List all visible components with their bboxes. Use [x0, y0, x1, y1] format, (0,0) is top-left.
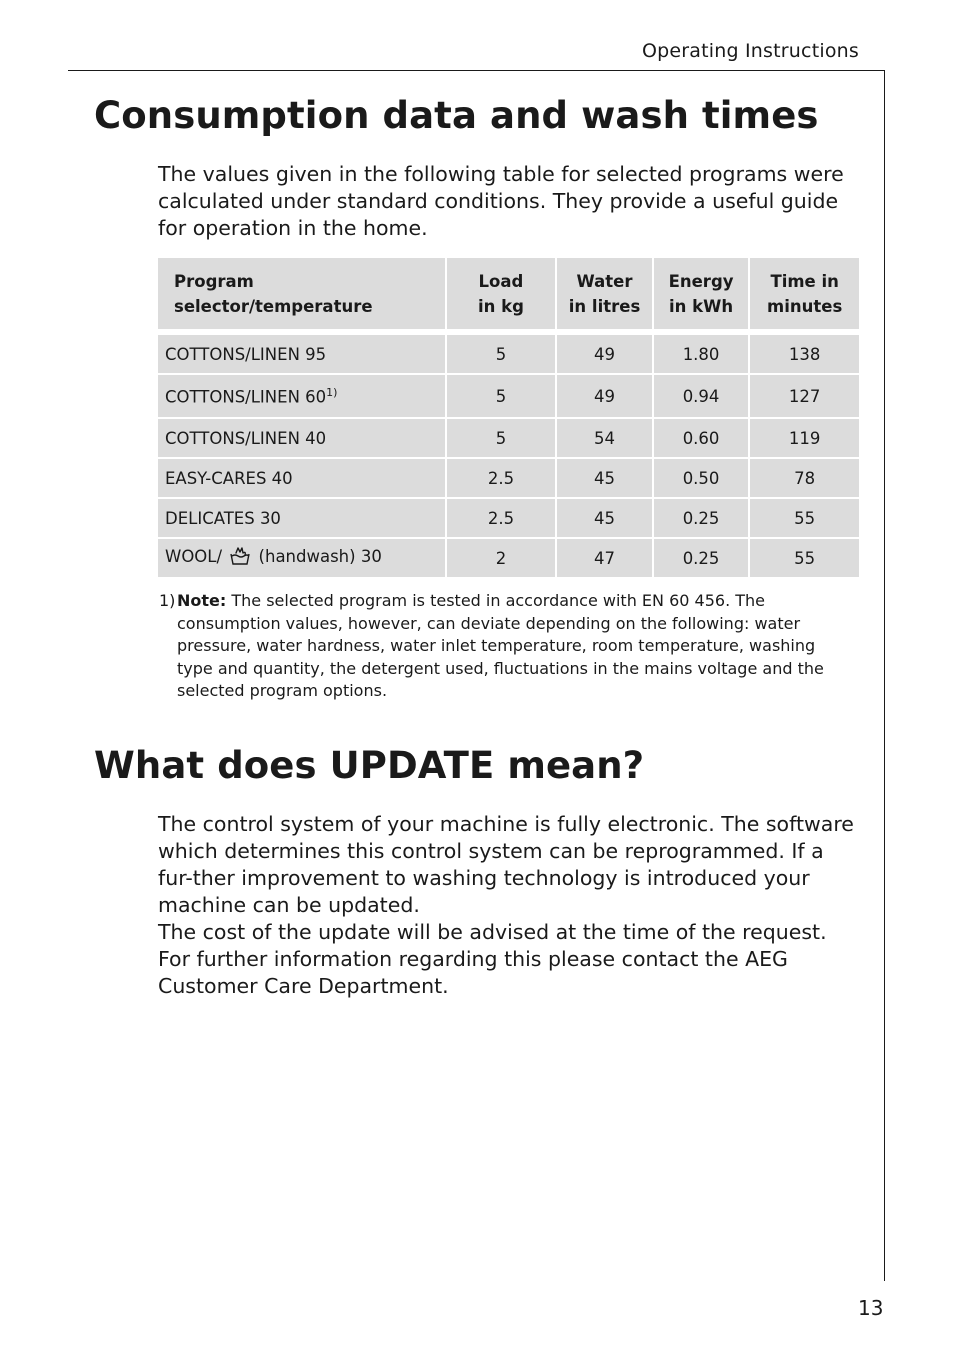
table-header-row [158, 258, 859, 329]
cell-program: DELICATES 30 [158, 499, 445, 537]
cell-time: 127 [750, 375, 859, 417]
header-time [750, 258, 859, 329]
cell-time: 138 [750, 335, 859, 373]
table-row [158, 459, 859, 497]
table-row [158, 375, 859, 417]
cell-load: 5 [447, 335, 556, 373]
table-row [158, 335, 859, 373]
cell-water: 45 [557, 459, 652, 497]
cell-energy: 0.50 [654, 459, 749, 497]
cell-time: 119 [750, 419, 859, 457]
cell-energy: 0.25 [654, 539, 749, 577]
cell-load: 2.5 [447, 499, 556, 537]
table-row [158, 419, 859, 457]
cell-water: 45 [557, 499, 652, 537]
consumption-table [156, 256, 861, 579]
header-load [447, 258, 556, 329]
cell-time: 78 [750, 459, 859, 497]
section-title-update: What does UPDATE mean? [94, 744, 645, 787]
page-number: 13 [858, 1296, 884, 1320]
cell-program: EASY-CARES 40 [158, 459, 445, 497]
update-paragraph-1: The control system of your machine is fully electronic. The software which determines this control system can be reprogrammed. If a fur-ther improvement to washing technology is introduced your machine can be updated. [158, 812, 854, 917]
cell-program-prefix: WOOL/ [165, 547, 223, 566]
table-row [158, 539, 859, 577]
section-title-consumption: Consumption data and wash times [94, 94, 819, 137]
footnote-label: Note: [177, 591, 227, 610]
cell-load: 2 [447, 539, 556, 577]
cell-energy: 0.94 [654, 375, 749, 417]
cell-program-text: COTTONS/LINEN 60 [165, 387, 327, 407]
footnote-reference: 1) [326, 385, 338, 399]
cell-load: 5 [447, 375, 556, 417]
header-program: Program selector/temperature [158, 258, 445, 329]
cell-energy: 1.80 [654, 335, 749, 373]
cell-water: 54 [557, 419, 652, 457]
running-header: Operating Instructions [641, 40, 859, 62]
header-rule [68, 70, 885, 71]
header-water-line1: Water [576, 271, 633, 291]
cell-program-suffix: (handwash) 30 [258, 547, 382, 566]
header-time-line1: Time in [770, 271, 839, 291]
footnote [159, 590, 849, 703]
update-text [158, 811, 858, 1000]
table-row [158, 499, 859, 537]
header-water-line2: in litres [568, 296, 641, 316]
header-time-line2: minutes [767, 296, 843, 316]
header-energy [654, 258, 749, 329]
cell-program [158, 375, 445, 417]
cell-energy: 0.60 [654, 419, 749, 457]
cell-water: 47 [557, 539, 652, 577]
cell-energy: 0.25 [654, 499, 749, 537]
header-spacer [158, 331, 859, 333]
header-water [557, 258, 652, 329]
cell-time: 55 [750, 539, 859, 577]
cell-water: 49 [557, 375, 652, 417]
header-load-line1: Load [478, 271, 524, 291]
footnote-text: The selected program is tested in accordance with EN 60 456. The consumption values, however, can deviate depending on the following: water pressure, water hardness, water inlet temperature, room temperature, washing type and quantity, the detergent used, fluctuations in the mains voltage and the selected program options. [177, 591, 824, 700]
cell-time: 55 [750, 499, 859, 537]
update-paragraph-2: The cost of the update will be advised at the time of the request. For further information regarding this please contact the AEG Customer Care Department. [158, 920, 827, 998]
header-load-line2: in kg [477, 296, 524, 316]
side-rule [884, 70, 885, 1281]
footnote-marker: 1) [159, 591, 176, 610]
footnote-body [177, 590, 849, 703]
header-energy-line2: in kWh [669, 296, 734, 316]
cell-load: 5 [447, 419, 556, 457]
cell-water: 49 [557, 335, 652, 373]
cell-program: COTTONS/LINEN 95 [158, 335, 445, 373]
handwash-icon [229, 546, 251, 570]
intro-paragraph: The values given in the following table for selected programs were calculated under standard conditions. They provide a useful guide for operation in the home. [158, 162, 844, 240]
cell-load: 2.5 [447, 459, 556, 497]
cell-program: COTTONS/LINEN 40 [158, 419, 445, 457]
header-energy-line1: Energy [668, 271, 734, 291]
cell-program [158, 539, 445, 577]
